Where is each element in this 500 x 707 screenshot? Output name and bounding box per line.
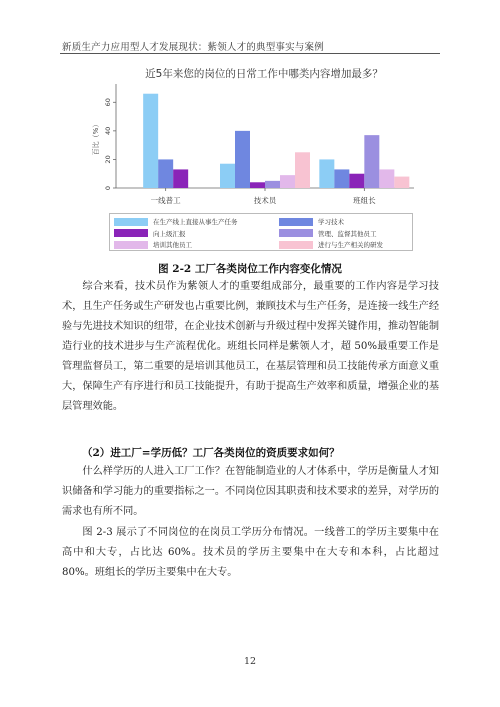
legend-swatch <box>279 218 313 226</box>
section-heading: （2）进工厂=学历低？工厂各类岗位的资质要求如何？ <box>82 447 340 459</box>
bar <box>250 182 265 188</box>
legend-label: 管理、监督其他员工 <box>318 229 377 238</box>
bar <box>220 164 235 188</box>
bar <box>143 94 158 188</box>
legend-label: 在生产线上直接从事生产任务 <box>153 218 238 226</box>
chart-title: 近5年来您的岗位的日常工作中哪类内容增加最多？ <box>145 68 383 80</box>
bar <box>173 169 188 188</box>
bar <box>349 174 364 188</box>
text-line: 主要集中在大专。 <box>155 567 238 578</box>
legend-swatch <box>114 241 148 249</box>
legend-item <box>114 216 238 227</box>
legend-item <box>279 239 383 250</box>
legend-item <box>114 239 192 250</box>
bar <box>158 159 173 188</box>
page-number: 12 <box>243 656 257 667</box>
text-line: 工技能提升，有助于提高生产效率和质量，增强企业的基层管理效能。 <box>62 381 440 412</box>
legend-label: 向上级汇报 <box>153 229 186 238</box>
text-line: 什么样学历的人进入工厂工作？在智能制造业的人才体系中，学历是衡量人才知识储 <box>62 466 439 497</box>
bar <box>394 177 409 188</box>
y-tick-label: 20 <box>104 155 112 164</box>
legend-item <box>114 228 186 239</box>
legend-swatch <box>114 218 148 226</box>
x-tick-label: 一线普工 <box>150 196 181 205</box>
paragraph-summary <box>62 277 439 417</box>
legend-swatch <box>279 241 313 249</box>
bar <box>334 169 349 188</box>
text-line: 大专，占比达 60%。技术员的学历主要集中在大专和本科，占比超过 80%。班组长的学历 <box>62 547 439 578</box>
text-line: 步与生产流程优化。班组长同样是紫领人才，超 50%最重要工作是管理监督员工，第二重 <box>62 341 439 372</box>
figure-caption: 图 2-2 工厂各类岗位工作内容变化情况 <box>158 263 342 275</box>
bar <box>295 152 310 188</box>
y-tick-label: 60 <box>104 98 112 107</box>
y-tick-label: 40 <box>104 126 112 135</box>
text-line: 要的是培训其他员工，在基层管理和员工技能传承方面意义重大，保障生产有序进行和员 <box>62 361 440 392</box>
chart-legend <box>109 213 413 251</box>
legend-swatch <box>279 229 313 237</box>
legend-swatch <box>114 229 148 237</box>
bar <box>364 135 379 188</box>
y-axis-label: 百比（%） <box>92 120 100 156</box>
bar <box>265 181 280 188</box>
legend-label: 培训其他员工 <box>153 241 192 249</box>
bar <box>319 159 334 188</box>
chart-marks <box>91 84 414 205</box>
text-line: 备和学习能力的重要指标之一。不同岗位因其职责和技术要求的差异，对学历的需求也有 <box>62 486 440 517</box>
legend-label: 学习技术 <box>318 218 344 226</box>
text-line: 所不同。 <box>102 506 144 517</box>
text-line: 术知识的纽带，在企业技术创新与升级过程中发挥关键作用，推动智能制造行业的技术进 <box>62 321 440 352</box>
legend-item <box>279 216 344 227</box>
text-line: 生产任务或生产研发也占重要比例，兼顾技术与生产任务，是连接一线生产经验与先进技 <box>62 301 440 332</box>
text-line: 综合来看，技术员作为紫领人才的重要组成部分，最重要的工作内容是学习技术，且 <box>62 281 439 312</box>
bar <box>235 131 250 188</box>
x-tick-label: 技术员 <box>253 196 277 205</box>
bar <box>280 175 295 188</box>
legend-item <box>279 228 377 239</box>
header-rule <box>60 53 440 54</box>
bar <box>379 169 394 188</box>
running-header: 新质生产力应用型人才发展现状：紫领人才的典型事实与案例 <box>62 42 324 53</box>
paragraph-education-intro <box>62 462 439 522</box>
y-tick-label: 0 <box>104 185 112 191</box>
text-line: 图 2-3 展示了不同岗位的在岗员工学历分布情况。一线普工的学历主要集中在高中和 <box>62 527 439 558</box>
paragraph-figure-2-3 <box>62 523 439 583</box>
x-tick-label: 班组长 <box>353 196 376 205</box>
legend-label: 进行与生产相关的研发 <box>318 241 383 249</box>
